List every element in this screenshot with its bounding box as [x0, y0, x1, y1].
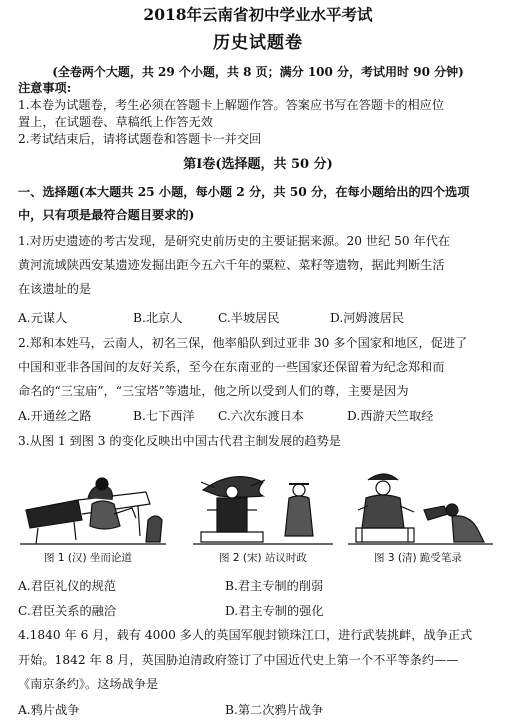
q1-stem-2: 黄河流域陕西安某遗迹发掘出距今五六千年的粟粒、菜籽等遗物，据此判断生活: [18, 258, 445, 272]
notice-heading: 注意事项:: [18, 81, 72, 95]
q1-stem-3: 在该遗址的是: [18, 282, 92, 296]
q2-option-b[interactable]: B.七下西洋: [133, 409, 195, 423]
q1-option-d[interactable]: D.河姆渡居民: [330, 311, 405, 325]
q3-option-b[interactable]: B.君主专制的削弱: [225, 579, 324, 593]
part1-heading: 第Ⅰ卷(选择题，共 50 分): [183, 157, 333, 172]
q4-option-b[interactable]: B.第二次鸦片战争: [225, 703, 324, 717]
q2-stem: 2.郑和本姓马，云南人，初名三保，他率船队到过亚非 30 多个国家和地区，促进了: [18, 336, 468, 350]
q1-stem: 1.对历史遗迹的考古发现，是研究史前历史的主要证据来源。20 世纪 50 年代在: [18, 234, 451, 248]
exam-info: (全卷两个大题，共 29 个小题，共 8 页；满分 100 分，考试用时 90 分钟): [52, 65, 464, 79]
figure-1-caption: 图 1 (汉) 坐而论道: [44, 552, 132, 564]
qing-court-illustration: [348, 470, 488, 548]
song-court-illustration: [193, 470, 333, 548]
q1-option-a[interactable]: A.元谋人: [18, 311, 68, 325]
q2-stem-3: 命名的“三宝庙”，“三宝塔”等遗址，他之所以受到人们的尊，主要是因为: [18, 384, 409, 398]
notice-item-1: 1.本卷为试题卷，考生必须在答题卡上解题作答。答案应书写在答题卡的相应位: [18, 98, 445, 112]
notice-item-1-cont: 置上，在试题卷、草稿纸上作答无效: [18, 115, 213, 129]
q2-option-c[interactable]: C.六次东渡日本: [218, 409, 304, 423]
subject-title: 历史试题卷: [213, 33, 303, 53]
figure-2-caption: 图 2 (宋) 站议时政: [219, 552, 307, 564]
q2-option-a[interactable]: A.开通丝之路: [18, 409, 92, 423]
q2-stem-2: 中国和亚非各国间的友好关系，至今在东南亚的一些国家还保留着为纪念郑和而: [18, 360, 445, 374]
section-instruction-cont: 中，只有项是最符合题目要求的): [18, 208, 195, 222]
q3-option-c[interactable]: C.君臣关系的融洽: [18, 604, 117, 618]
q3-option-d[interactable]: D.君主专制的强化: [225, 604, 324, 618]
q4-option-a[interactable]: A.鸦片战争: [18, 703, 80, 717]
q1-option-b[interactable]: B.北京人: [133, 311, 183, 325]
q4-stem: 4.1840 年 6 月，载有 4000 多人的英国军舰封锁珠江口，进行武装挑衅，战争正式: [18, 628, 473, 642]
han-court-illustration: [18, 470, 158, 548]
section-instruction: 一、选择题(本大题共 25 小题，每小题 2 分，共 50 分，在每小题给出的四个选项: [18, 185, 470, 199]
q4-stem-3: 《南京条约》。这场战争是: [18, 677, 159, 691]
q1-option-c[interactable]: C.半坡居民: [218, 311, 280, 325]
q3-figures: [18, 470, 498, 570]
q4-stem-2: 开始。1842 年 8 月，英国胁迫清政府签订了中国近代史上第一个不平等条约——: [18, 653, 459, 667]
q3-option-a[interactable]: A.君臣礼仪的规范: [18, 579, 116, 593]
q2-option-d[interactable]: D.西游天竺取经: [347, 409, 434, 423]
exam-title: 2018年云南省初中学业水平考试: [143, 5, 373, 24]
q3-stem: 3.从图 1 到图 3 的变化反映出中国古代君主制发展的趋势是: [18, 434, 341, 448]
notice-item-2: 2.考试结束后，请将试题卷和答题卡一并交回: [18, 132, 262, 146]
figure-3-caption: 图 3 (清) 跪受笔录: [374, 552, 462, 564]
